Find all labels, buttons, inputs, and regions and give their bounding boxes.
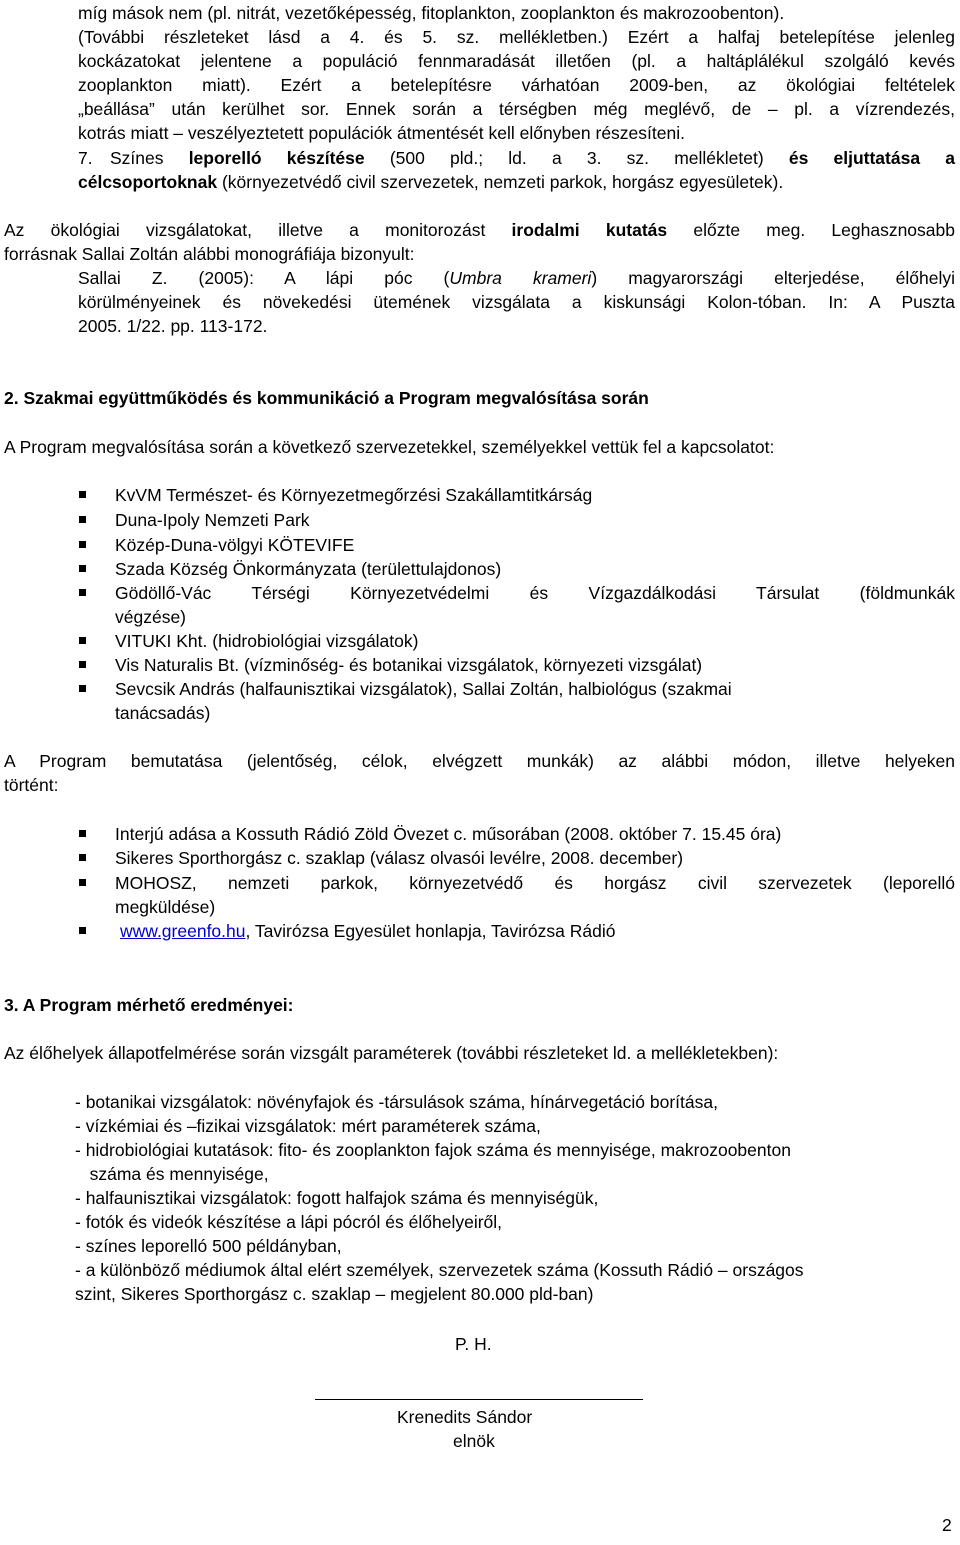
lit-line-5: 2005. 1/22. pp. 113-172. bbox=[78, 316, 268, 336]
bullet-square-icon bbox=[79, 589, 86, 596]
bullet-square-icon bbox=[79, 830, 86, 837]
comm-item-continued: megküldése) bbox=[115, 897, 216, 917]
bullet-square-icon bbox=[79, 516, 86, 523]
signature-line bbox=[315, 1399, 643, 1400]
bullet-square-icon bbox=[79, 927, 86, 934]
section-2-intro: A Program megvalósítása során a következő szervezetekkel, személyekkel vettük fel a kapcsolatot: bbox=[4, 437, 775, 457]
top-line-3: kockázatokat jelentene a populáció fennmaradását illetően (pl. a haltáplálékul szolgáló kevés bbox=[78, 51, 955, 71]
item-7-line-2: célcsoportoknak (környezetvédő civil szervezetek, nemzeti parkok, horgász egyesületek). bbox=[78, 172, 784, 192]
result-item: - hidrobiológiai kutatások: fito- és zooplankton fajok száma és mennyisége, makrozoobenton bbox=[75, 1140, 791, 1160]
bullet-square-icon bbox=[79, 685, 86, 692]
org-item: Duna-Ipoly Nemzeti Park bbox=[115, 510, 310, 530]
comm-intro-line-2: történt: bbox=[4, 775, 59, 795]
org-item: Sevcsik András (halfaunisztikai vizsgálatok), Sallai Zoltán, halbiológus (szakmai bbox=[115, 679, 732, 699]
org-item: VITUKI Kht. (hidrobiológiai vizsgálatok) bbox=[115, 631, 419, 651]
lit-line-3: Sallai Z. (2005): A lápi póc (Umbra krameri) magyarországi elterjedése, élőhelyi bbox=[78, 268, 955, 288]
result-item: - színes leporelló 500 példányban, bbox=[75, 1236, 342, 1256]
top-line-4: zooplankton miatt). Ezért a betelepítésre várhatóan 2009-ben, az ökológiai feltételek bbox=[78, 75, 955, 95]
result-item: - fotók és videók készítése a lápi pócról és élőhelyeiről, bbox=[75, 1212, 503, 1232]
comm-intro-line-1: A Program bemutatása (jelentőség, célok, elvégzett munkák) az alábbi módon, illetve helyeken bbox=[4, 751, 955, 771]
result-item-continued: szint, Sikeres Sporthorgász c. szaklap – megjelent 80.000 pld-ban) bbox=[75, 1284, 594, 1304]
section-2-heading: 2. Szakmai együttműködés és kommunikáció a Program megvalósítása során bbox=[4, 388, 649, 408]
top-line-6: kotrás miatt – veszélyeztetett populációk átmentését kell előnyben részesíteni. bbox=[78, 123, 685, 143]
result-item: - halfaunisztikai vizsgálatok: fogott halfajok száma és mennyiségük, bbox=[75, 1188, 599, 1208]
comm-item: Interjú adása a Kossuth Rádió Zöld Övezet c. műsorában (2008. október 7. 15.45 óra) bbox=[115, 824, 782, 844]
comm-item-link: www.greenfo.hu, Tavirózsa Egyesület honlapja, Tavirózsa Rádió bbox=[120, 921, 616, 941]
section-3-heading: 3. A Program mérhető eredményei: bbox=[4, 995, 294, 1015]
result-item: - botanikai vizsgálatok: növényfajok és -társulások száma, hínárvegetáció borítása, bbox=[75, 1092, 718, 1112]
item-7-line-1: Színes leporelló készítése (500 pld.; ld. a 3. sz. mellékletet) és eljuttatása a bbox=[110, 148, 955, 168]
bullet-square-icon bbox=[79, 541, 86, 548]
signatory-title: elnök bbox=[453, 1431, 495, 1451]
org-item: Szada Község Önkormányzata (területtulajdonos) bbox=[115, 559, 502, 579]
bullet-square-icon bbox=[79, 565, 86, 572]
result-item: - a különböző médiumok által elért személyek, szervezetek száma (Kossuth Rádió – országos bbox=[75, 1260, 804, 1280]
bullet-square-icon bbox=[79, 879, 86, 886]
section-3-intro: Az élőhelyek állapotfelmérése során vizsgált paraméterek (további részleteket ld. a mellékletekben): bbox=[4, 1043, 779, 1063]
org-item: Közép-Duna-völgyi KÖTEVIFE bbox=[115, 535, 355, 555]
stamp-placeholder: P. H. bbox=[455, 1334, 492, 1354]
org-item: Gödöllő-Vác Térségi Környezetvédelmi és Vízgazdálkodási Társulat (földmunkák bbox=[115, 583, 955, 603]
org-item-continued: végzése) bbox=[115, 607, 187, 627]
bullet-square-icon bbox=[79, 661, 86, 668]
bullet-square-icon bbox=[79, 491, 86, 498]
org-item-continued: tanácsadás) bbox=[115, 703, 211, 723]
lit-line-2: forrásnak Sallai Zoltán alábbi monográfiája bizonyult: bbox=[4, 244, 415, 264]
item-7-number: 7. bbox=[78, 148, 93, 168]
comm-item: Sikeres Sporthorgász c. szaklap (válasz olvasói levélre, 2008. december) bbox=[115, 848, 684, 868]
bullet-square-icon bbox=[79, 637, 86, 644]
top-line-2: (További részleteket lásd a 4. és 5. sz. mellékletben.) Ezért a halfaj betelepítése jelenleg bbox=[78, 27, 955, 47]
top-line-1: míg mások nem (pl. nitrát, vezetőképesség, fitoplankton, zooplankton és makrozoobenton). bbox=[78, 3, 785, 23]
result-item-continued: száma és mennyisége, bbox=[75, 1164, 269, 1184]
lit-line-4: körülményeinek és növekedési ütemének vizsgálata a kiskunsági Kolon-tóban. In: A Puszta bbox=[78, 292, 955, 312]
greenfo-link[interactable]: www.greenfo.hu bbox=[120, 921, 246, 941]
page-number: 2 bbox=[942, 1515, 952, 1535]
bullet-square-icon bbox=[79, 854, 86, 861]
org-item: KvVM Természet- és Környezetmegőrzési Szakállamtitkárság bbox=[115, 485, 593, 505]
comm-item: MOHOSZ, nemzeti parkok, környezetvédő és horgász civil szervezetek (leporelló bbox=[115, 873, 955, 893]
result-item: - vízkémiai és –fizikai vizsgálatok: mért paraméterek száma, bbox=[75, 1116, 541, 1136]
org-item: Vis Naturalis Bt. (vízminőség- és botanikai vizsgálatok, környezeti vizsgálat) bbox=[115, 655, 703, 675]
top-line-5: „beállása” után kerülhet sor. Ennek során a térségben még meglévő, de – pl. a vízrendezés, bbox=[78, 99, 955, 119]
signatory-name: Krenedits Sándor bbox=[397, 1407, 533, 1427]
lit-line-1: Az ökológiai vizsgálatokat, illetve a monitorozást irodalmi kutatás előzte meg. Leghasznosabb bbox=[4, 220, 955, 240]
